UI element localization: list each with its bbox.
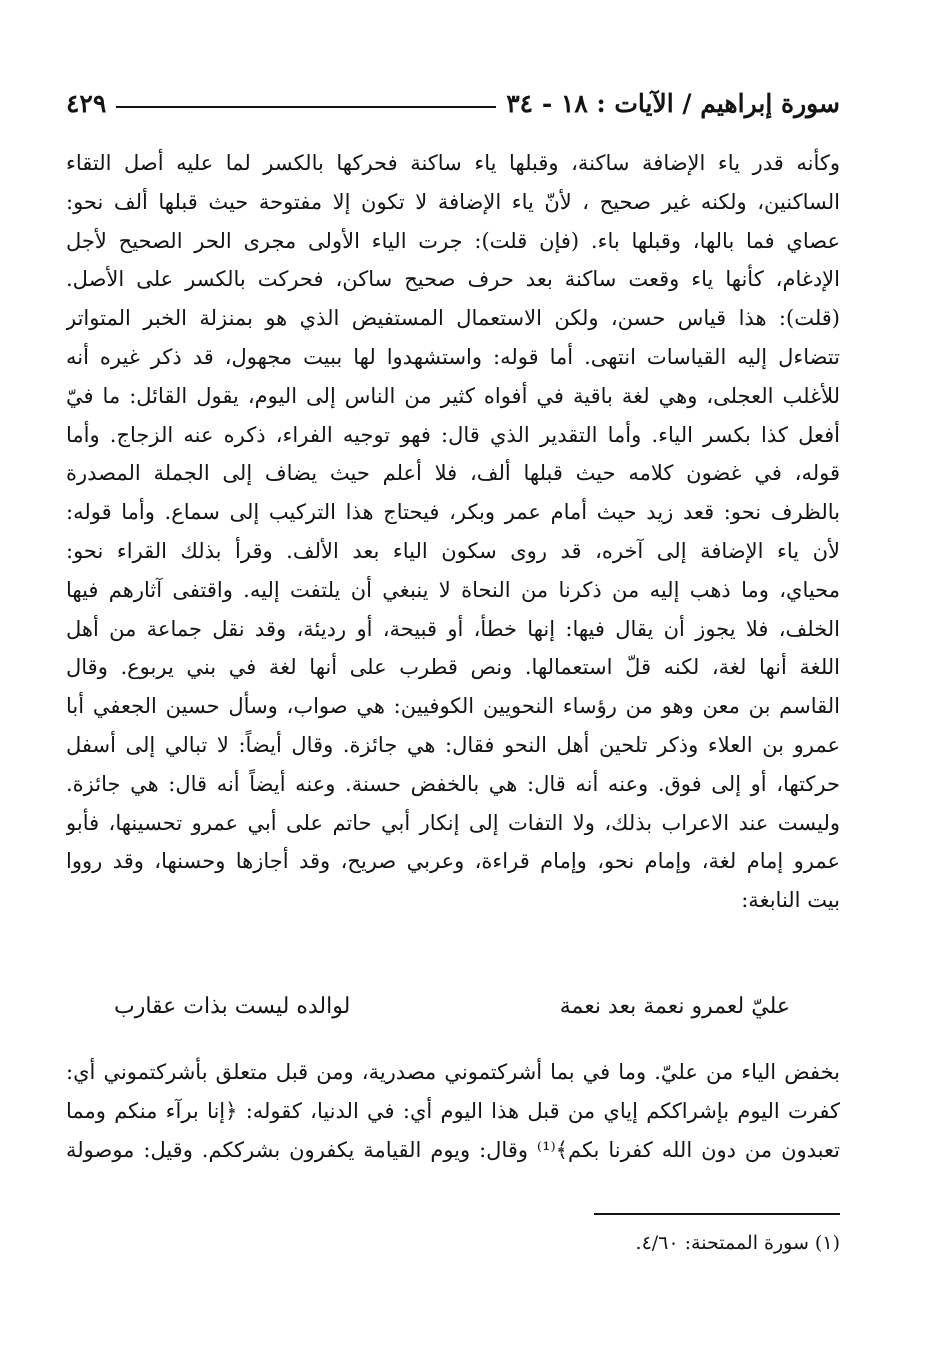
text-line: الخلف، فلا يجوز أن يقال فيها: إنها خطأ، أو قبيحة، أو رديئة، وقد نقل جماعة من أهل	[66, 616, 840, 641]
page-number: ٤٢٩	[66, 89, 107, 118]
text-line: حركتها، أو إلى فوق. وعنه أنه قال: هي بالخفض حسنة. وعنه أيضاً أنه قال: هي جائزة.	[66, 771, 840, 796]
text-line: أفعل كذا بكسر الياء. وأما التقدير الذي قال: فهو توجيه الفراء، ذكره عنه الزجاج. وأما	[66, 422, 840, 447]
text-line: للأغلب العجلى، وهي لغة باقية في أفواه كثير من الناس إلى اليوم، يقول القائل: ما فيّ	[66, 383, 840, 408]
text-line: وكأنه قدر ياء الإضافة ساكنة، وقبلها ياء ساكنة فحركها بالكسر لما عليه أصل التقاء	[66, 151, 840, 175]
footnote-divider	[594, 1213, 840, 1215]
text-line: القاسم بن معن وهو من رؤساء النحويين الكوفيين: هي صواب، وسأل حسين الجعفي أبا	[66, 694, 840, 719]
verse-second-hemistich: لوالده ليست بذات عقارب	[114, 994, 351, 1019]
body-text	[66, 144, 840, 920]
text-line: بالظرف نحو: قعد زيد حيث أمام عمر وبكر، فيحتاج هذا التركيب إلى سماع. وأما قوله:	[66, 500, 840, 525]
running-header	[66, 84, 840, 124]
text-line: عمرو بن العلاء وذكر تلحين أهل النحو فقال: هي جائزة. وقال أيضاً: لا تبالي إلى أسفل	[66, 732, 840, 757]
text-line: عمرو إمام لغة، وإمام نحو، وإمام قراءة، وعربي صريح، وقد أجازها وحسنها، وقد رووا	[66, 849, 840, 874]
text-line: تتضاءل إليه القياسات انتهى. أما قوله: واستشهدوا لها ببيت مجهول، قد ذكر غيره أنه	[66, 344, 840, 369]
text-line: تعبدون من دون الله كفرنا بكم﴾⁽¹⁾ وقال: ويوم القيامة يكفرون بشرككم. وقيل: موصولة	[66, 1137, 840, 1162]
text-line-last: بيت النابغة:	[741, 888, 840, 913]
body-text-continued	[66, 1053, 840, 1169]
text-line: كفرت اليوم بإشراككم إياي من قبل هذا اليوم أي: في الدنيا، كقوله: ﴿إنا برآء منكم ومما	[66, 1098, 840, 1123]
text-line: الإدغام، كأنها ياء وقعت ساكنة بعد حرف صحيح ساكن، فحركت بالكسر على الأصل.	[66, 267, 840, 292]
text-line: اللغة أنها لغة، لكنه قلّ استعمالها. ونص قطرب على أنها لغة في بني يربوع. وقال	[66, 655, 840, 680]
text-line: محياي، وما ذهب إليه من ذكرنا من النحاة لا ينبغي أن يلتفت إليه. واقتفى آثارهم فيها	[66, 577, 840, 602]
text-line: وليست عند الاعراب بذلك، ولا التفات إلى إنكار أبي حاتم على أبي عمرو تحسينها، فأبو	[66, 810, 840, 835]
text-line: لأن ياء الإضافة إلى آخره، قد روى سكون الياء بعد الألف. وقرأ بذلك القراء نحو:	[66, 538, 840, 563]
poetry-verse	[66, 985, 840, 1029]
verse-first-hemistich: عليّ لعمرو نعمة بعد نعمة	[559, 994, 790, 1019]
chapter-title: سورة إبراهيم / الآيات : ١٨ - ٣٤	[506, 89, 840, 118]
text-line: الساكنين، ولكنه غير صحيح ، لأنّ ياء الإضافة لا تكون إلا مفتوحة حيث قبلها ألف نحو:	[66, 189, 840, 214]
text-line: بخفض الياء من عليّ. وما في بما أشركتموني مصدرية، ومن قبل متعلق بأشركتموني أي:	[66, 1060, 840, 1084]
header-rule	[116, 106, 496, 108]
text-line: عصاي فما بالها، وقبلها باء. (فإن قلت): جرت الياء الأولى مجرى الحر الصحيح لأجل	[66, 228, 840, 253]
text-line: (قلت): هذا قياس حسن، ولكن الاستعمال المستفيض الذي هو بمنزلة الخبر المتواتر	[66, 306, 840, 331]
footnote: (١) سورة الممتحنة: ٤/٦٠.	[635, 1232, 840, 1254]
text-line: قوله، في غضون كلامه حيث قبلها ألف، فلا أعلم حيث يضاف إلى الجملة المصدرة	[66, 461, 840, 486]
